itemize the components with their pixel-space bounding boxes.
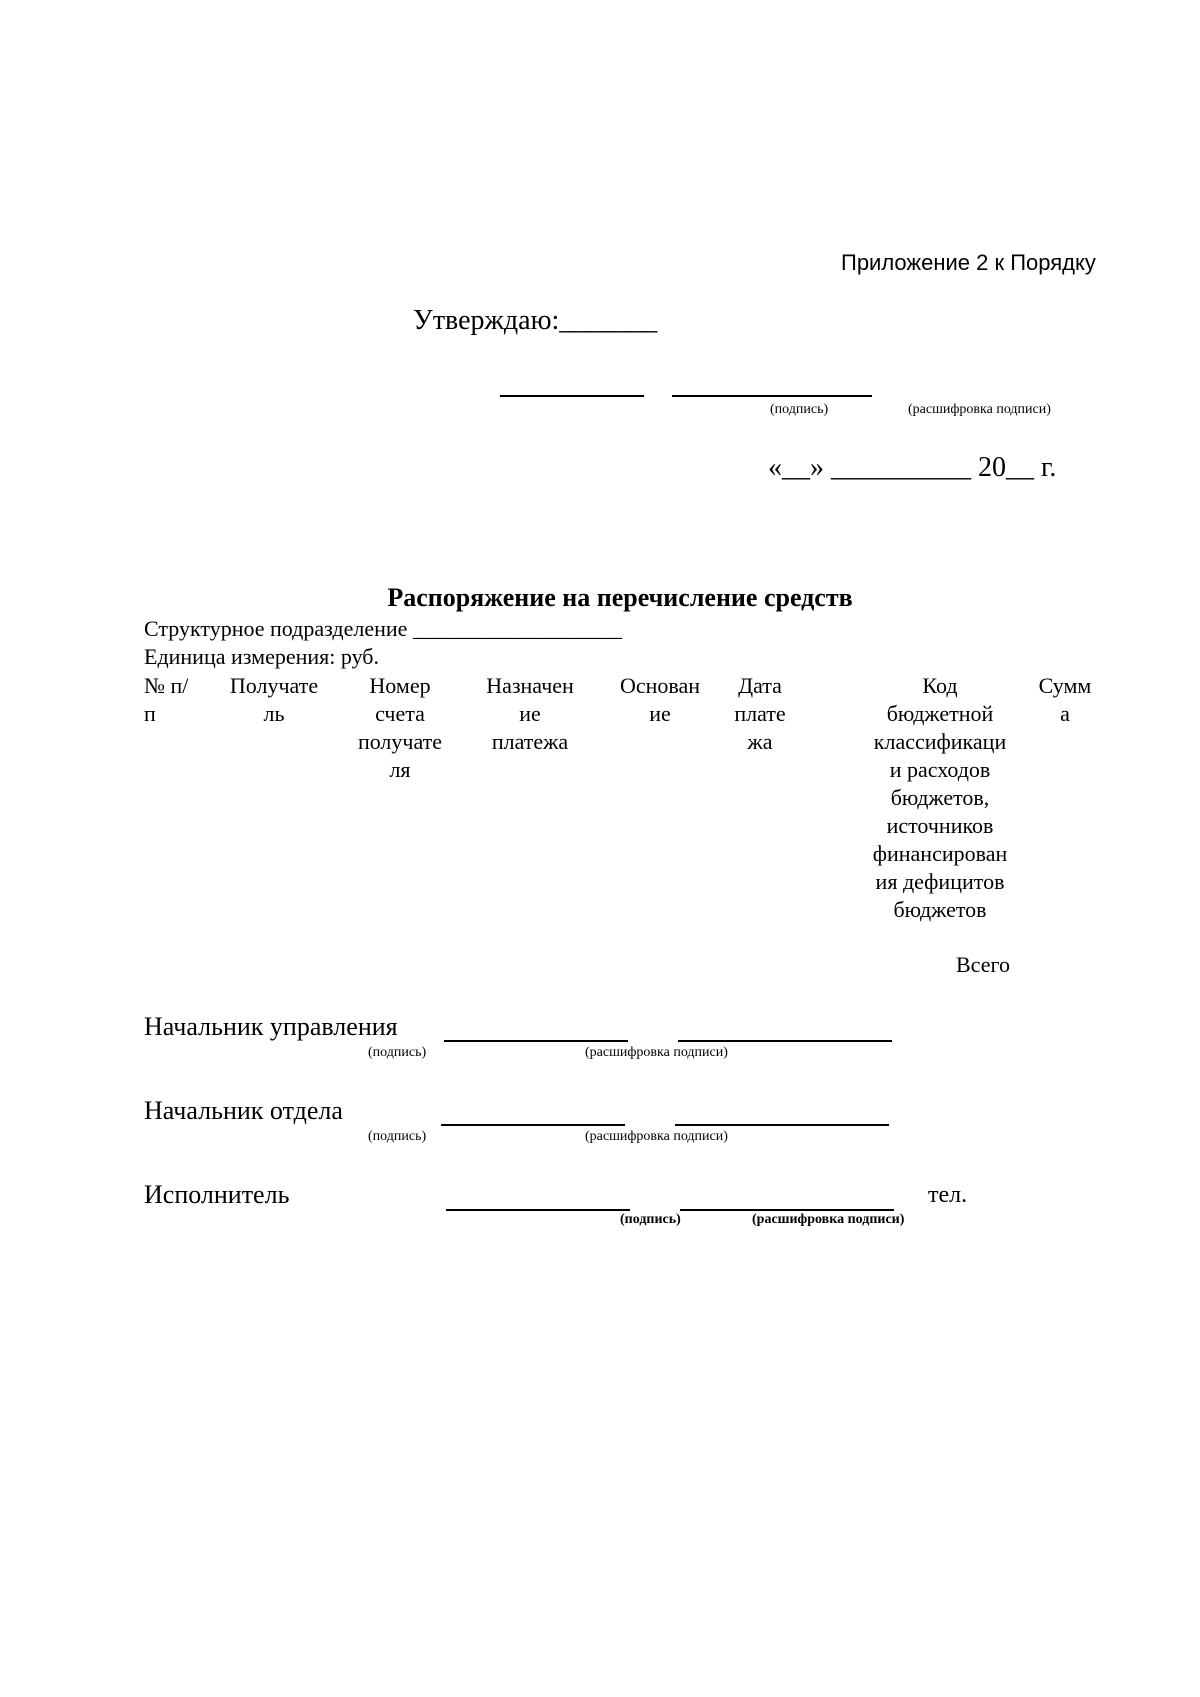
head-of-section-decipher-line: [675, 1124, 889, 1126]
total-label: Всего: [956, 952, 1010, 977]
approver-decipher-caption: (расшифровка подписи): [908, 402, 1051, 417]
head-of-department-label: Начальник управления: [144, 1012, 398, 1041]
unit-line: Единица измерения: руб.: [144, 644, 379, 669]
approver-signature-caption: (подпись): [770, 402, 829, 417]
document-title: Распоряжение на перечисление средств: [387, 583, 853, 612]
head-of-section-decipher-caption: (расшифровка подписи): [585, 1129, 728, 1144]
column-budget-code: Код бюджетной классификаци и расходов бюджетов, источников финансирован ия дефицитов бюджетов: [872, 673, 1008, 922]
executor-label: Исполнитель: [144, 1180, 290, 1209]
executor-phone-label: тел.: [928, 1182, 968, 1208]
head-of-section-label: Начальник отдела: [144, 1096, 343, 1125]
approver-decipher-line: [672, 395, 872, 397]
column-recipient: Получате ль: [229, 673, 319, 726]
head-of-section-signature-line: [441, 1124, 625, 1126]
column-basis: Основан ие: [619, 673, 701, 726]
head-of-department-decipher-line: [678, 1040, 892, 1042]
approver-signature-line: [500, 395, 644, 397]
executor-decipher-caption: (расшифровка подписи): [752, 1212, 905, 1227]
head-of-section-signature-caption: (подпись): [368, 1129, 427, 1144]
head-of-department-decipher-caption: (расшифровка подписи): [585, 1045, 728, 1060]
approval-date: «__» __________ 20__ г.: [768, 452, 1057, 483]
column-date: Дата плате жа: [734, 673, 786, 754]
column-amount: Сумм а: [1038, 673, 1092, 726]
appendix-label: Приложение 2 к Порядку: [841, 250, 1096, 275]
column-number: № п/ п: [144, 673, 189, 726]
executor-signature-caption: (подпись): [620, 1212, 681, 1227]
executor-decipher-line: [680, 1209, 894, 1211]
division-line: Структурное подразделение ___________________: [144, 616, 622, 641]
column-account: Номер счета получате ля: [357, 673, 443, 782]
approve-label: Утверждаю:_______: [413, 305, 658, 336]
head-of-department-signature-caption: (подпись): [368, 1045, 427, 1060]
head-of-department-signature-line: [444, 1040, 628, 1042]
executor-signature-line: [446, 1209, 630, 1211]
column-purpose: Назначен ие платежа: [486, 673, 574, 754]
